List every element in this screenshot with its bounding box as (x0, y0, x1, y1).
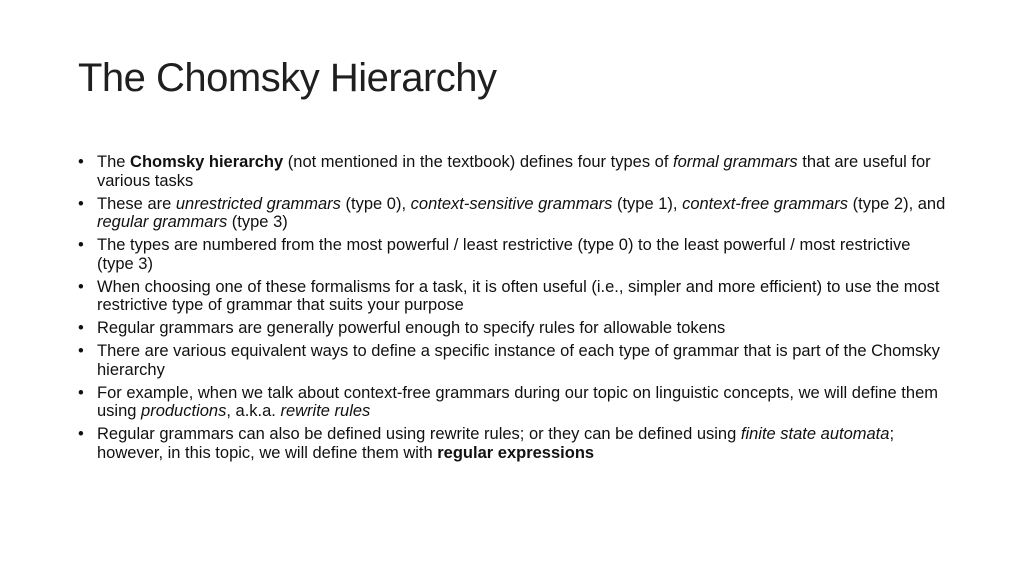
bullet-text: ; however, in this topic, we will define them with (97, 425, 895, 462)
bold-term: Chomsky hierarchy (130, 153, 284, 171)
italic-term: productions (141, 402, 227, 420)
bold-term: regular expressions (437, 443, 595, 462)
bullet-text: Regular grammars can also be defined using rewrite rules; or they can be defined using (97, 425, 741, 443)
bullet-text: , a.k.a. (226, 402, 281, 420)
bullet-text: For example, when we talk about context-free grammars during our topic on linguistic concepts, we will define them using (97, 383, 938, 420)
bullet-item (78, 236, 948, 273)
bullet-item (78, 195, 948, 232)
slide-title: The Chomsky Hierarchy (78, 56, 497, 100)
bullet-list (78, 153, 948, 467)
bullet-item (78, 319, 948, 338)
bullet-item (78, 278, 948, 315)
italic-term: formal grammars (673, 153, 798, 171)
bullet-text: (not mentioned in the textbook) defines four types of (283, 153, 673, 171)
bullet-text: that are useful for various tasks (97, 153, 931, 190)
italic-term: regular grammars (97, 213, 228, 231)
italic-term: finite state automata (740, 425, 890, 443)
italic-term: unrestricted grammars (175, 194, 341, 213)
bullet-text: (type 1), (612, 194, 683, 213)
bullet-text: (type 2), and (848, 194, 946, 213)
italic-term: rewrite rules (280, 402, 371, 420)
bullet-item (78, 153, 948, 190)
bullet-text: (type 3) (227, 213, 288, 231)
bullet-text: The types are numbered from the most powerful / least restrictive (type 0) to the least powerful / most restrictive (type 3) (97, 236, 911, 273)
bullet-text: These are (97, 194, 176, 213)
bullet-text: When choosing one of these formalisms for a task, it is often useful (i.e., simpler and more efficient) to use the most restrictive type of grammar that suits your purpose (97, 277, 940, 314)
bullet-item (78, 425, 948, 462)
bullet-text: There are various equivalent ways to define a specific instance of each type of grammar that is part of the Chomsky hierarchy (97, 342, 940, 379)
bullet-item (78, 342, 948, 379)
italic-term: context-sensitive grammars (410, 194, 613, 213)
bullet-text: Regular grammars are generally powerful enough to specify rules for allowable tokens (97, 319, 726, 337)
bullet-item (78, 384, 948, 421)
bullet-text: (type 0), (340, 194, 411, 213)
italic-term: context-free grammars (682, 194, 849, 213)
bullet-text: The (97, 153, 131, 171)
